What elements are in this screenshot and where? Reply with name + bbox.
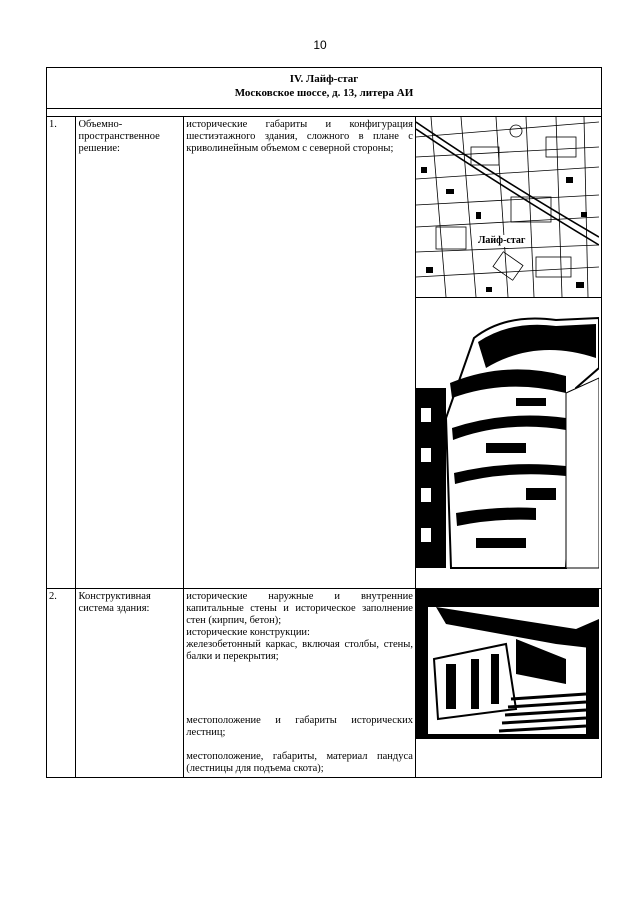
object-title: IV. Лайф-стаг [289, 73, 359, 85]
object-address: Московское шоссе, д. 13, литера АИ [234, 87, 414, 99]
building-photo-image [416, 298, 601, 588]
table-header [47, 68, 602, 109]
description-text: местоположение, габариты, материал пандуса (лестницы для подъема скота); [186, 751, 413, 774]
row-images [415, 117, 601, 589]
table-row [47, 117, 602, 589]
description-text: исторические наружные и внутренние капитальные стены и историческое заполнение стен (кирпич, бетон); [186, 591, 413, 626]
row-name: Конструктивная система здания: [76, 589, 184, 778]
row-description [184, 589, 416, 778]
map-label: Лайф-стаг [477, 235, 526, 246]
row-number: 2. [47, 589, 76, 778]
site-map-image [416, 117, 601, 298]
description-text: железобетонный каркас, включая столбы, стены, балки и перекрытия; [186, 639, 413, 662]
row-number: 1. [47, 117, 76, 589]
protection-table [46, 67, 602, 778]
table-row [47, 589, 602, 778]
description-text: местоположение и габариты исторических лестниц; [186, 715, 413, 738]
interior-photo-image [416, 589, 601, 739]
table-header-row [47, 68, 602, 109]
row-description [184, 117, 416, 589]
spacer-row [47, 109, 602, 117]
page-number: 10 [313, 38, 327, 52]
row-images [415, 589, 601, 778]
description-text: исторические конструкции: [186, 627, 310, 638]
row-name: Объемно-пространственное решение: [76, 117, 184, 589]
description-text: исторические габариты и конфигурация шестиэтажного здания, сложного в плане с криволинейным объемом с северной стороны; [186, 119, 413, 154]
